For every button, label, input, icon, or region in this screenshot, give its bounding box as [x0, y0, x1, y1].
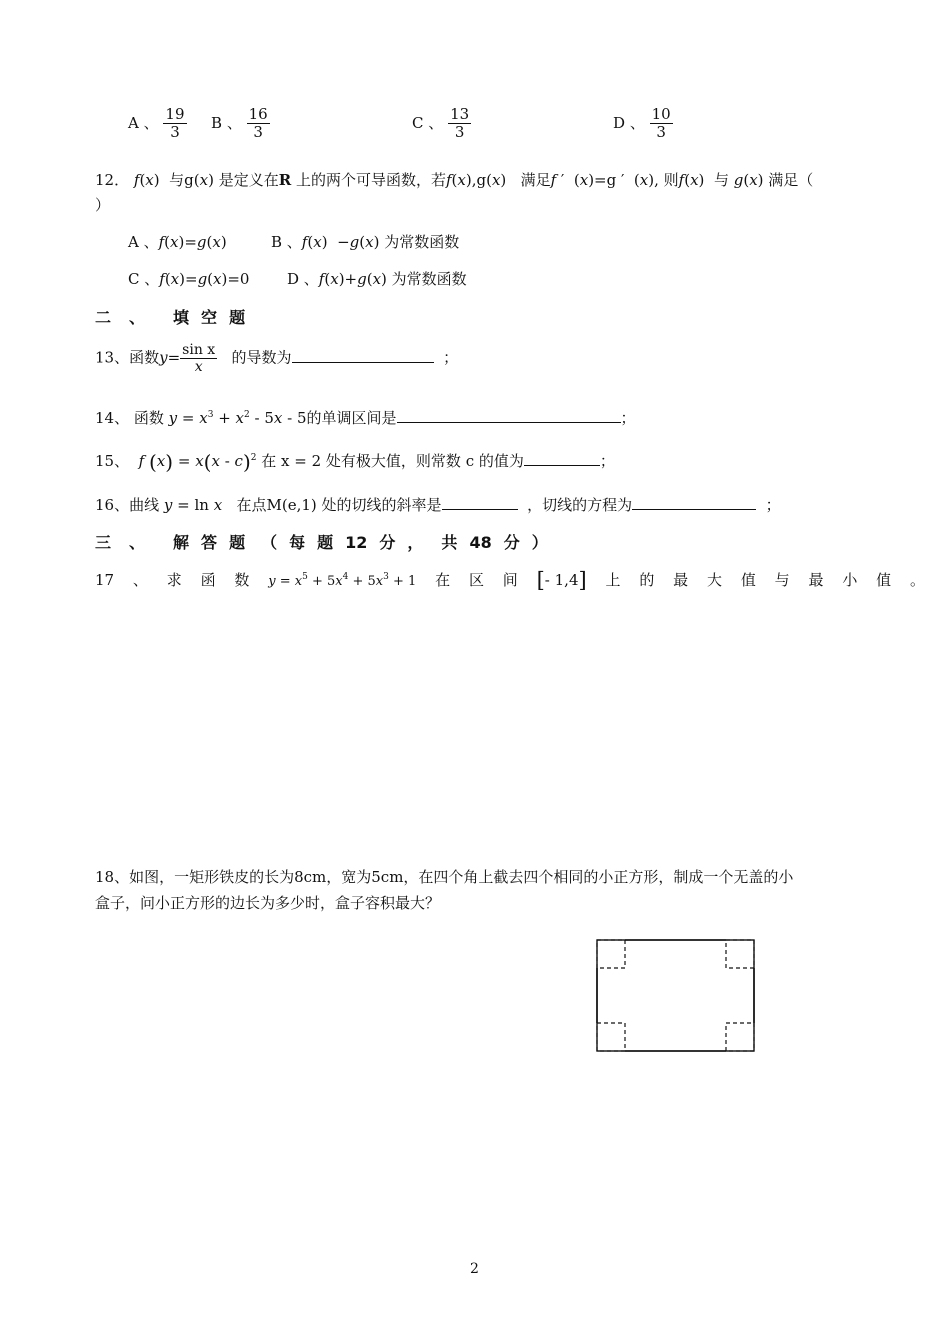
q12-option-b: B 、f(x) −g(x) 为常数函数 — [271, 233, 460, 251]
fraction: $\frac{16}{3}$ — [248, 105, 268, 142]
answer-blank — [632, 495, 756, 510]
q12-option-d: D 、f(x)+g(x) 为常数函数 — [287, 270, 467, 288]
corner-square-bottom-right — [726, 1023, 754, 1051]
q11-option-c: C 、 $\frac{13}{3}$ — [412, 105, 470, 142]
q15: 15、 f (x) = x(x - c)$^2$ 在 x = 2 处有极大值，则常数 c 的值为 ； — [95, 450, 615, 474]
fraction: $\frac{\text{sin x}}{x}$ — [182, 342, 216, 376]
fraction: $\frac{19}{3}$ — [165, 105, 185, 142]
answer-blank — [397, 408, 621, 423]
section-2-heading: 二 、 填 空 题 — [95, 308, 246, 327]
q12-option-c: C 、f(x)=g(x)=0 — [128, 270, 250, 288]
q13: 13、函数y= $\frac{\text{sin x}}{x}$ 的导数为 ； — [95, 342, 459, 376]
corner-square-top-left — [597, 940, 625, 968]
answer-blank — [292, 348, 434, 363]
q12-stem: 12． f(x) 与g(x) 是定义在R 上的两个可导函数，若f(x),g(x) 满足f ′ (x)=g ′ (x), 则f(x) 与 g(x) 满足（ — [95, 171, 814, 189]
fraction: $\frac{10}{3}$ — [651, 105, 671, 142]
page-number: 2 — [470, 1261, 479, 1277]
q17: 17 、 求 函 数 $y = x^5 + 5x^4 + 5x^3 + 1$ 在 区 间 [- 1,4] 上 的 最 大 值 与 最 小 值 。 — [95, 568, 925, 592]
section-3-heading: 三 、 解 答 题 （ 每 题 12 分 ， 共 48 分 ） — [95, 533, 548, 552]
answer-blank — [442, 495, 518, 510]
q12-stem-close: ） — [95, 196, 111, 214]
q11-option-d: D 、 $\frac{10}{3}$ — [613, 105, 671, 142]
corner-square-bottom-left — [597, 1023, 625, 1051]
sheet-outline — [597, 940, 754, 1051]
q11-option-b: B 、 $\frac{16}{3}$ — [211, 105, 268, 142]
fraction: $\frac{13}{3}$ — [450, 105, 470, 142]
q11-option-a: A 、 $\frac{19}{3}$ — [128, 105, 185, 142]
q14: 14、 函数 $y = x^3 + x^2 - 5x - 5$的单调区间是 ； — [95, 409, 636, 427]
q12-option-a: A 、f(x)=g(x) — [128, 233, 227, 251]
rectangle-sheet-diagram — [590, 934, 762, 1058]
answer-blank — [524, 451, 600, 466]
q16: 16、曲线 y = ln x 在点M(e,1) 处的切线的斜率是 ，切线的方程为 ； — [95, 496, 781, 514]
q18-line-2: 盒子，问小正方形的边长为多少时，盒子容积最大？ — [95, 894, 441, 912]
q18-line-1: 18、如图，一矩形铁皮的长为8cm，宽为5cm，在四个角上截去四个相同的小正方形，制成一个无盖的小 — [95, 868, 794, 886]
corner-square-top-right — [726, 940, 754, 968]
